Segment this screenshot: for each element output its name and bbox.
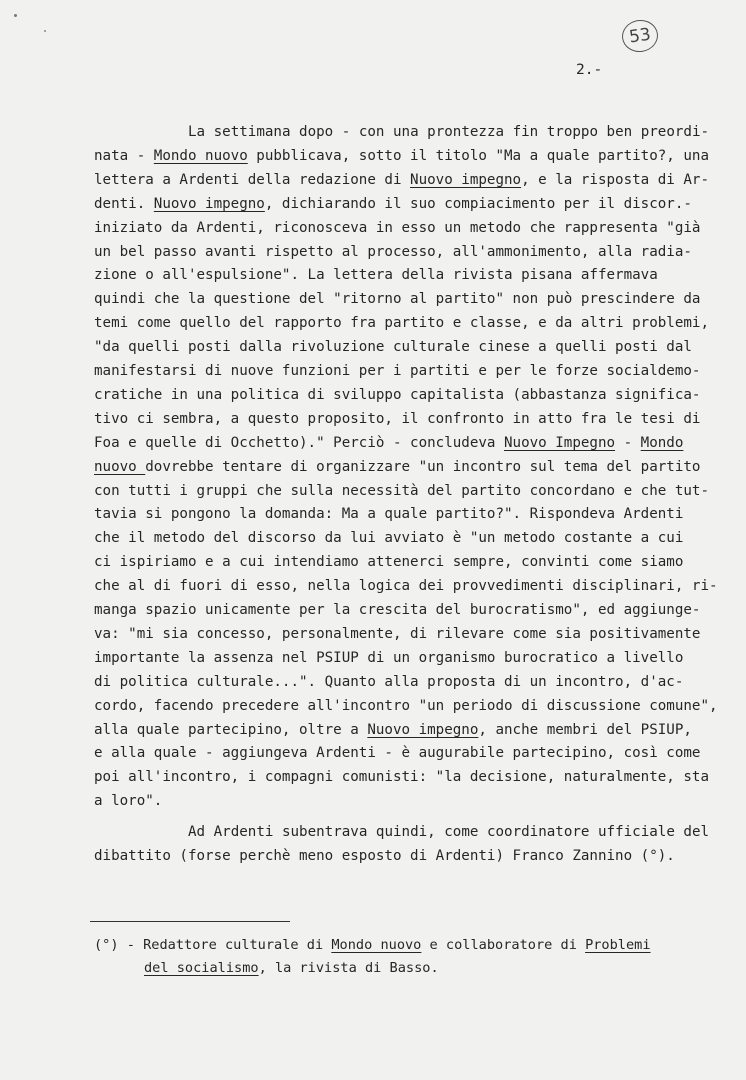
text-segment: , dichiarando il suo compiacimento per il discor.- <box>264 196 692 212</box>
text-segment: , e la risposta di Ar- <box>521 172 710 188</box>
underlined-title: Nuovo Impegno <box>504 435 616 451</box>
text-line <box>94 551 683 575</box>
text-segment: dovrebbe tentare di organizzare "un incontro sul tema del partito <box>145 459 701 475</box>
text-line <box>94 623 700 647</box>
text-line <box>94 384 700 408</box>
text-segment: nata - <box>94 148 154 164</box>
text-line <box>94 790 162 814</box>
text-segment: poi all'incontro, i compagni comunisti: "la decisione, naturalmente, sta <box>94 769 709 785</box>
text-line <box>94 312 709 336</box>
text-segment: quindi che la questione del "ritorno al partito" non può prescindere da <box>94 291 701 307</box>
text-segment: Ad Ardenti subentrava quindi, come coordinatore ufficiale del <box>188 824 710 840</box>
text-line <box>144 957 439 981</box>
text-line <box>94 845 675 869</box>
text-line <box>94 336 692 360</box>
text-line <box>94 145 709 169</box>
text-segment: dibattito (forse perchè meno esposto di Ardenti) Franco Zannino (°). <box>94 848 675 864</box>
text-segment: alla quale partecipino, oltre a <box>94 722 368 738</box>
text-segment: ci ispiriamo e a cui intendiamo attenerci sempre, convinti come siamo <box>94 554 684 570</box>
text-line <box>94 241 692 265</box>
text-line <box>94 217 700 241</box>
underlined-title: Mondo nuovo <box>153 148 248 164</box>
underlined-title: Nuovo impegno <box>410 172 522 188</box>
text-segment: a loro". <box>94 793 163 809</box>
text-segment: che al di fuori di esso, nella logica dei provvedimenti disciplinari, ri- <box>94 578 718 594</box>
text-segment: con tutti i gruppi che sulla necessità del partito concordano e che tut- <box>94 483 709 499</box>
text-segment: La settimana dopo - con una prontezza fin troppo ben preordi- <box>188 124 710 140</box>
text-segment: zione o all'espulsione". La lettera della rivista pisana affermava <box>94 267 658 283</box>
text-segment: , la rivista di Basso. <box>258 960 439 976</box>
page-stamp: 53 <box>620 18 660 55</box>
text-line <box>94 575 718 599</box>
text-line <box>94 288 700 312</box>
scan-speck <box>14 14 17 17</box>
text-line <box>94 934 651 958</box>
text-segment: Foa e quelle di Occhetto)." Perciò - concludeva <box>94 435 504 451</box>
text-line <box>94 527 683 551</box>
text-segment: manifestarsi di nuove funzioni per i partiti e per le forze socialdemo- <box>94 363 701 379</box>
text-line <box>94 193 692 217</box>
text-line <box>188 821 709 845</box>
text-segment: tavia si pongono la domanda: Ma a quale partito?". Rispondeva Ardenti <box>94 506 684 522</box>
text-segment: importante la assenza nel PSIUP di un organismo burocratico a livello <box>94 650 684 666</box>
text-line <box>94 480 709 504</box>
text-segment: lettera a Ardenti della redazione di <box>94 172 411 188</box>
underlined-title: Mondo nuovo <box>331 937 422 953</box>
text-line <box>94 408 700 432</box>
text-segment: pubblicava, sotto il titolo "Ma a quale partito?, una <box>247 148 710 164</box>
text-segment: iniziato da Ardenti, riconosceva in esso un metodo che rappresenta "già <box>94 220 701 236</box>
text-line <box>94 766 709 790</box>
text-segment: tivo ci sembra, a questo proposito, il confronto in atto fra le tesi di <box>94 411 701 427</box>
text-segment: cratiche in una politica di sviluppo capitalista (abbastanza significa- <box>94 387 701 403</box>
text-line <box>94 719 692 743</box>
text-segment: di politica culturale...". Quanto alla proposta di un incontro, d'ac- <box>94 674 684 690</box>
text-line <box>94 360 700 384</box>
text-line <box>188 121 709 145</box>
text-line <box>94 503 683 527</box>
text-segment: cordo, facendo precedere all'incontro "un periodo di discussione comune", <box>94 698 718 714</box>
underlined-title: del socialismo <box>144 960 259 976</box>
footnote-rule <box>90 921 290 922</box>
text-line <box>94 599 700 623</box>
text-segment: denti. <box>94 196 154 212</box>
text-line <box>94 647 683 671</box>
text-segment: e collaboratore di <box>421 937 586 953</box>
underlined-title: Problemi <box>585 937 651 953</box>
text-segment: - <box>615 435 641 451</box>
scan-speck <box>44 30 46 32</box>
text-line <box>94 432 683 456</box>
text-segment: e alla quale - aggiungeva Ardenti - è augurabile partecipino, così come <box>94 745 701 761</box>
text-segment: temi come quello del rapporto fra partito e classe, e da altri problemi, <box>94 315 709 331</box>
text-line <box>94 742 700 766</box>
text-line <box>94 695 718 719</box>
text-segment: manga spazio unicamente per la crescita del burocratismo", ed aggiunge- <box>94 602 701 618</box>
text-line <box>94 169 709 193</box>
text-line <box>94 264 658 288</box>
text-segment: "da quelli posti dalla rivoluzione culturale cinese a quelli posti dal <box>94 339 692 355</box>
underlined-title: nuovo <box>94 459 146 475</box>
text-segment: va: "mi sia concesso, personalmente, di rilevare come sia positivamente <box>94 626 701 642</box>
text-line <box>94 671 683 695</box>
underlined-title: Mondo <box>640 435 684 451</box>
page-number: 2.- <box>576 62 603 78</box>
text-segment: che il metodo del discorso da lui avviato è "un metodo costante a cui <box>94 530 684 546</box>
text-line <box>94 456 700 480</box>
text-segment: (°) - Redattore culturale di <box>94 937 332 953</box>
underlined-title: Nuovo impegno <box>153 196 265 212</box>
underlined-title: Nuovo impegno <box>367 722 479 738</box>
text-segment: , anche membri del PSIUP, <box>478 722 692 738</box>
text-segment: un bel passo avanti rispetto al processo, all'ammonimento, alla radia- <box>94 244 692 260</box>
